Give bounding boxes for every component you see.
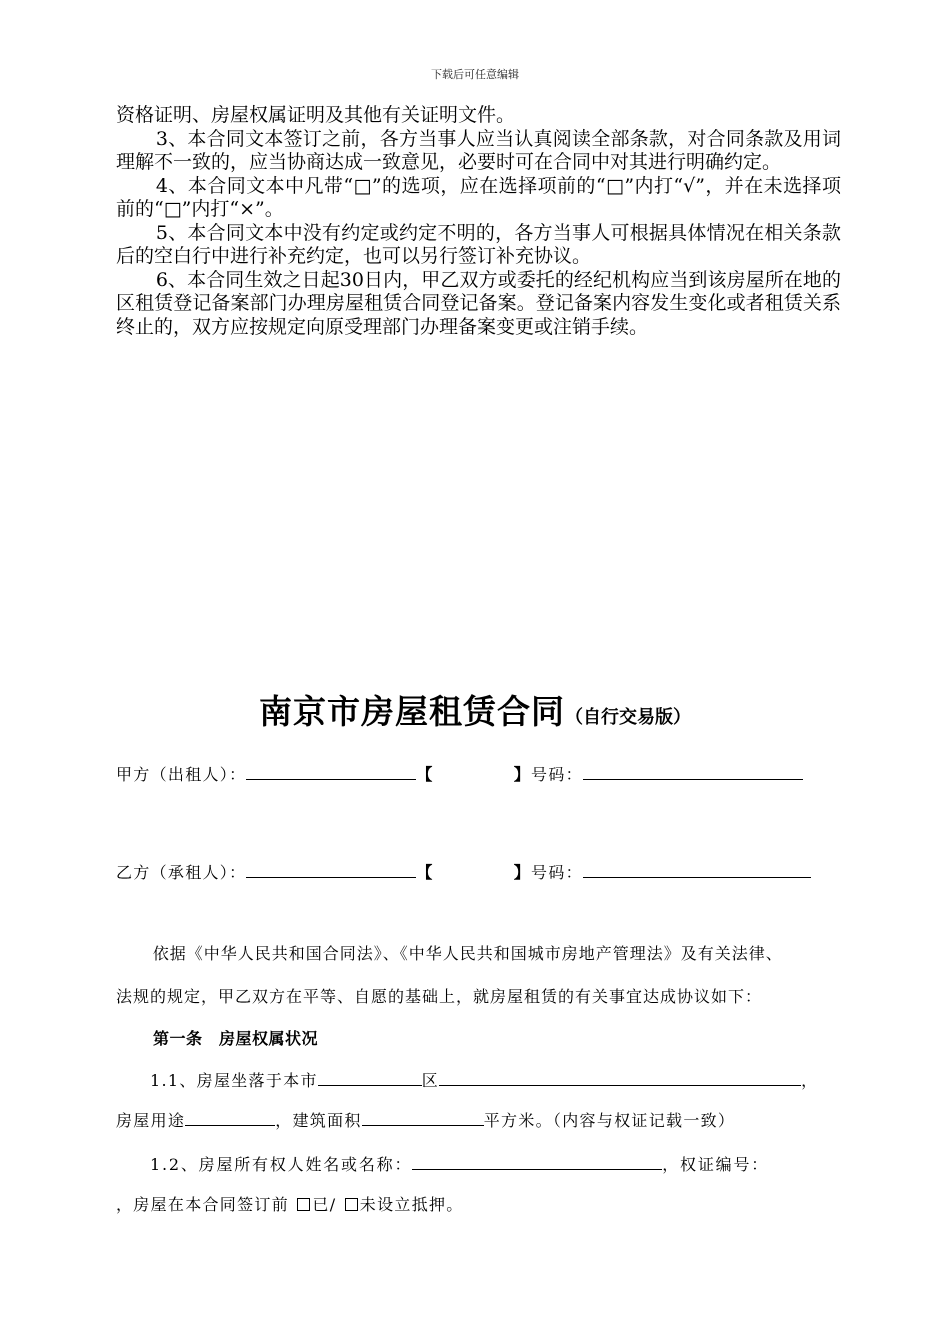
area-unit-note: 平方米。（内容与权证记载一致） (483, 1111, 736, 1130)
instruction-paragraph: 5、本合同文本中没有约定或约定不明的，各方当事人可根据具体情况在相关条款后的空白行中进行补充约定，也可以另行签订补充协议。 (116, 221, 841, 267)
city-field[interactable] (318, 1068, 422, 1086)
clause-comma: ， (801, 1071, 819, 1090)
article-1-heading: 第一条 房屋权属状况 (153, 1029, 319, 1048)
party-a-name-field[interactable] (246, 762, 416, 780)
option-mortgaged: 已/ (312, 1195, 337, 1214)
legal-basis-line: 依据《中华人民共和国合同法》、《中华人民共和国城市房地产管理法》及有关法律、 (152, 944, 783, 963)
party-a-bracket-open: 【 (416, 765, 434, 784)
party-a-line (116, 762, 803, 785)
mortgage-line (116, 1192, 464, 1215)
option-not-mortgaged: 未设立抵押。 (359, 1195, 464, 1214)
party-a-bracket-close: 】 (513, 765, 532, 784)
instruction-paragraph: 资格证明、房屋权属证明及其他有关证明文件。 (116, 104, 516, 126)
usage-field[interactable] (185, 1108, 275, 1126)
instructions-section (116, 104, 841, 339)
usage-area-line (116, 1108, 735, 1131)
area-label: ，建筑面积 (275, 1111, 362, 1130)
party-b-line (116, 860, 811, 883)
certificate-label: ，权证编号： (662, 1155, 770, 1174)
party-a-label: 甲方（出租人）： (116, 765, 247, 784)
contract-title (0, 686, 950, 733)
clause-1-1-line (150, 1068, 818, 1091)
district-label: 区 (421, 1071, 440, 1090)
party-b-number-field[interactable] (583, 860, 811, 878)
legal-basis (116, 932, 841, 1018)
instruction-paragraph: 6、本合同生效之日起30日内，甲乙双方或委托的经纪机构应当到该房屋所在地的区租赁登记备案部门办理房屋租赁合同登记备案。登记备案内容发生变化或者租赁关系终止的，双方应按规定向原受理部门办理备案变更或注销手续。 (116, 268, 841, 338)
contract-title-main: 南京市房屋租赁合同 (259, 692, 565, 731)
party-a-number-field[interactable] (583, 762, 803, 780)
checkbox-not-mortgaged[interactable] (345, 1198, 358, 1211)
usage-label: 房屋用途 (116, 1111, 186, 1130)
party-b-name-field[interactable] (246, 860, 416, 878)
instruction-paragraph: 3、本合同文本签订之前，各方当事人应当认真阅读全部条款，对合同条款及用词理解不一致的，应当协商达成一致意见，必要时可在合同中对其进行明确约定。 (116, 127, 841, 173)
party-b-label: 乙方（承租人）： (116, 863, 247, 882)
clause-1-2-line (150, 1152, 769, 1175)
contract-title-edition: （自行交易版） (565, 707, 691, 728)
legal-basis-line: 法规的规定，甲乙双方在平等、自愿的基础上，就房屋租赁的有关事宜达成协议如下： (116, 987, 763, 1006)
party-b-bracket-close: 】 (513, 863, 532, 882)
area-field[interactable] (362, 1108, 484, 1126)
party-b-number-label: 号码： (531, 863, 583, 882)
party-a-number-label: 号码： (531, 765, 583, 784)
instruction-paragraph: 4、本合同文本中凡带“□”的选项，应在选择项前的“□”内打“√”，并在未选择项前的“□”内打“×”。 (116, 174, 841, 220)
checkbox-mortgaged[interactable] (297, 1198, 310, 1211)
clause-1-1-label: 1.1、房屋坐落于本市 (150, 1071, 318, 1090)
party-b-bracket-open: 【 (416, 863, 434, 882)
address-field[interactable] (439, 1068, 801, 1086)
page-header: 下载后可任意编辑 (431, 68, 519, 81)
owner-field[interactable] (412, 1152, 662, 1170)
owner-label: 1.2、房屋所有权人姓名或名称： (150, 1155, 413, 1174)
mortgage-label: ，房屋在本合同签订前 (116, 1195, 290, 1214)
